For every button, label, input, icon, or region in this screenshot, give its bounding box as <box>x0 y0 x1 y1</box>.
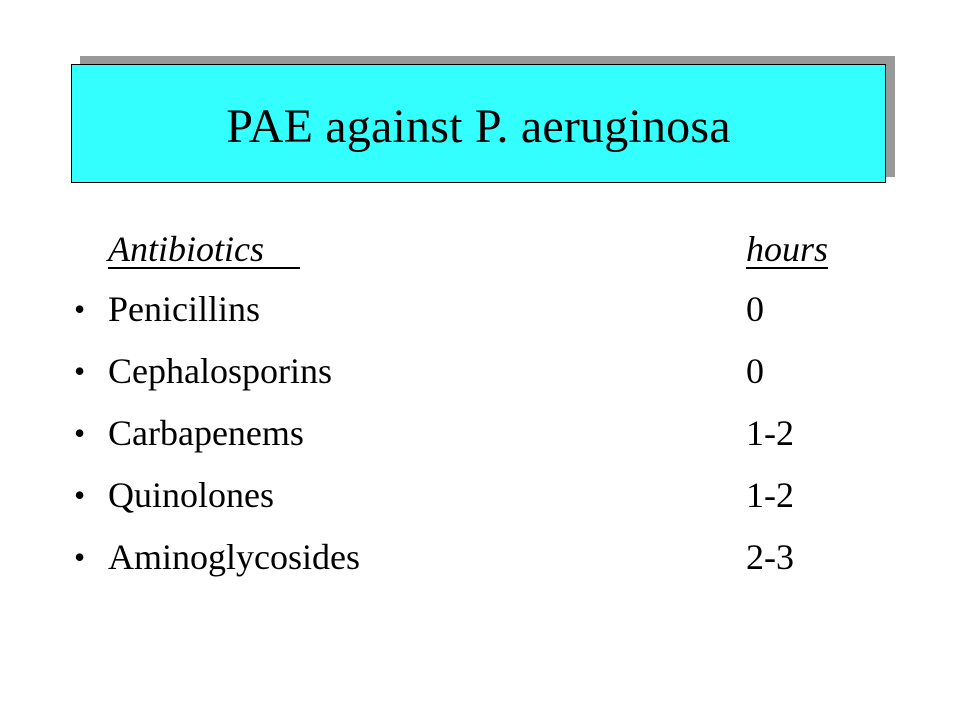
pae-hours: 1-2 <box>746 413 794 453</box>
pae-hours: 1-2 <box>746 475 794 515</box>
header-hours: hours <box>746 229 829 269</box>
pae-hours: 0 <box>746 289 764 329</box>
antibiotic-name: Penicillins <box>108 289 260 329</box>
bullet: • <box>74 353 86 389</box>
list-item <box>0 287 960 331</box>
bullet: • <box>74 415 86 451</box>
list-item <box>0 349 960 393</box>
table-header <box>0 228 960 272</box>
bullet: • <box>74 539 86 575</box>
antibiotic-name: Carbapenems <box>108 413 304 453</box>
antibiotic-name: Cephalosporins <box>108 351 332 391</box>
header-antibiotics: Antibiotics <box>108 229 300 269</box>
antibiotic-name: Aminoglycosides <box>108 537 360 577</box>
bullet: • <box>74 477 86 513</box>
list-item <box>0 535 960 579</box>
bullet: • <box>74 291 86 327</box>
title-box <box>71 64 886 183</box>
list-item <box>0 411 960 455</box>
list-item <box>0 473 960 517</box>
pae-hours: 0 <box>746 351 764 391</box>
antibiotic-name: Quinolones <box>108 475 274 515</box>
pae-hours: 2-3 <box>746 537 794 577</box>
slide-title: PAE against P. aeruginosa <box>226 99 731 153</box>
